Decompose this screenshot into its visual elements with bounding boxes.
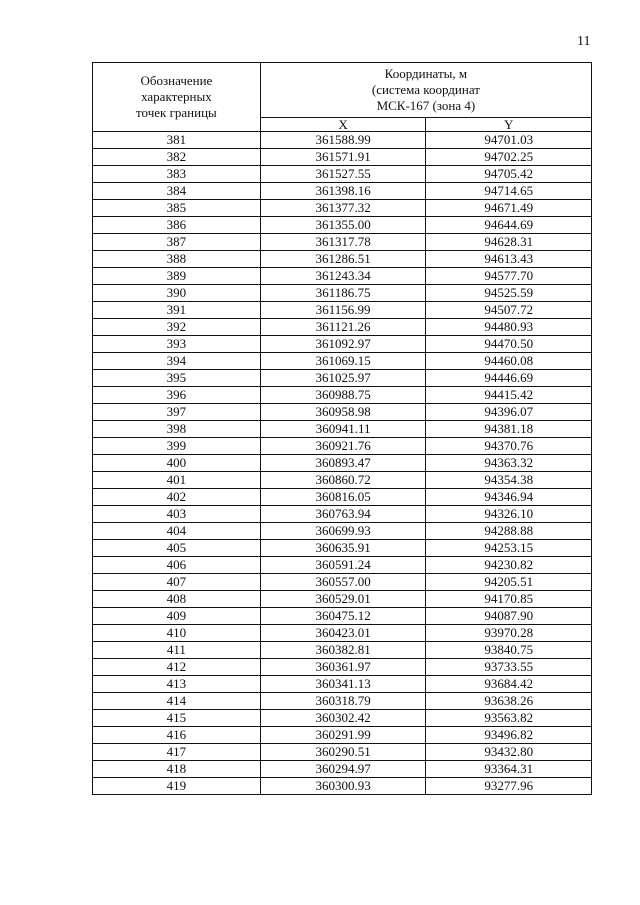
- x-cell: 360816.05: [260, 489, 426, 506]
- x-cell: 360763.94: [260, 506, 426, 523]
- table-row: [93, 659, 592, 676]
- header-x: X: [260, 118, 426, 132]
- table-row: [93, 642, 592, 659]
- y-cell: 94701.03: [426, 132, 592, 149]
- y-cell: 94415.42: [426, 387, 592, 404]
- point-cell: 396: [93, 387, 261, 404]
- point-cell: 414: [93, 693, 261, 710]
- point-cell: 383: [93, 166, 261, 183]
- y-cell: 94525.59: [426, 285, 592, 302]
- table-row: [93, 523, 592, 540]
- x-cell: 360557.00: [260, 574, 426, 591]
- y-cell: 94396.07: [426, 404, 592, 421]
- y-cell: 94381.18: [426, 421, 592, 438]
- y-cell: 94702.25: [426, 149, 592, 166]
- x-cell: 360988.75: [260, 387, 426, 404]
- point-cell: 401: [93, 472, 261, 489]
- y-cell: 94460.08: [426, 353, 592, 370]
- table-row: [93, 217, 592, 234]
- point-cell: 405: [93, 540, 261, 557]
- point-cell: 388: [93, 251, 261, 268]
- table-row: [93, 540, 592, 557]
- table-row: [93, 625, 592, 642]
- x-cell: 361156.99: [260, 302, 426, 319]
- table-header: [93, 63, 592, 132]
- point-cell: 387: [93, 234, 261, 251]
- x-cell: 361243.34: [260, 268, 426, 285]
- table-row: [93, 421, 592, 438]
- y-cell: 94205.51: [426, 574, 592, 591]
- point-cell: 397: [93, 404, 261, 421]
- x-cell: 361527.55: [260, 166, 426, 183]
- y-cell: 93840.75: [426, 642, 592, 659]
- coordinates-table: [92, 62, 592, 795]
- x-cell: 361355.00: [260, 217, 426, 234]
- table-row: [93, 285, 592, 302]
- point-cell: 407: [93, 574, 261, 591]
- point-cell: 402: [93, 489, 261, 506]
- table-row: [93, 710, 592, 727]
- y-cell: 94480.93: [426, 319, 592, 336]
- point-cell: 410: [93, 625, 261, 642]
- y-cell: 94644.69: [426, 217, 592, 234]
- table-row: [93, 234, 592, 251]
- x-cell: 360921.76: [260, 438, 426, 455]
- point-cell: 413: [93, 676, 261, 693]
- y-cell: 94170.85: [426, 591, 592, 608]
- x-cell: 361377.32: [260, 200, 426, 217]
- y-cell: 93364.31: [426, 761, 592, 778]
- table-row: [93, 387, 592, 404]
- table-row: [93, 302, 592, 319]
- point-cell: 403: [93, 506, 261, 523]
- table-row: [93, 183, 592, 200]
- point-cell: 386: [93, 217, 261, 234]
- table-row: [93, 200, 592, 217]
- table-row: [93, 149, 592, 166]
- y-cell: 94577.70: [426, 268, 592, 285]
- point-cell: 399: [93, 438, 261, 455]
- header-point-label-line: характерных: [141, 89, 212, 104]
- header-coordinates-line: (система координат: [371, 82, 480, 97]
- x-cell: 360290.51: [260, 744, 426, 761]
- table-row: [93, 489, 592, 506]
- table-row: [93, 472, 592, 489]
- table-row: [93, 438, 592, 455]
- page-number: 11: [577, 34, 591, 49]
- point-cell: 408: [93, 591, 261, 608]
- point-cell: 417: [93, 744, 261, 761]
- y-cell: 94230.82: [426, 557, 592, 574]
- table-row: [93, 336, 592, 353]
- x-cell: 361571.91: [260, 149, 426, 166]
- y-cell: 93432.80: [426, 744, 592, 761]
- x-cell: 360294.97: [260, 761, 426, 778]
- y-cell: 94628.31: [426, 234, 592, 251]
- header-coordinates-line: Координаты, м: [384, 66, 468, 81]
- table-row: [93, 455, 592, 472]
- point-cell: 400: [93, 455, 261, 472]
- point-cell: 419: [93, 778, 261, 795]
- table-row: [93, 574, 592, 591]
- y-cell: 94446.69: [426, 370, 592, 387]
- x-cell: 360699.93: [260, 523, 426, 540]
- y-cell: 94470.50: [426, 336, 592, 353]
- x-cell: 361186.75: [260, 285, 426, 302]
- y-cell: 93496.82: [426, 727, 592, 744]
- x-cell: 360341.13: [260, 676, 426, 693]
- table-row: [93, 693, 592, 710]
- x-cell: 360300.93: [260, 778, 426, 795]
- y-cell: 94326.10: [426, 506, 592, 523]
- x-cell: 361286.51: [260, 251, 426, 268]
- header-point-label-line: точек границы: [136, 105, 217, 120]
- x-cell: 360423.01: [260, 625, 426, 642]
- table-row: [93, 506, 592, 523]
- point-cell: 382: [93, 149, 261, 166]
- x-cell: 361121.26: [260, 319, 426, 336]
- table-row: [93, 404, 592, 421]
- y-cell: 93277.96: [426, 778, 592, 795]
- point-cell: 385: [93, 200, 261, 217]
- header-y: Y: [426, 118, 592, 132]
- y-cell: 93638.26: [426, 693, 592, 710]
- point-cell: 384: [93, 183, 261, 200]
- table-row: [93, 251, 592, 268]
- table-row: [93, 591, 592, 608]
- y-cell: 94370.76: [426, 438, 592, 455]
- point-cell: 415: [93, 710, 261, 727]
- header-point-label: [93, 63, 261, 132]
- y-cell: 94613.43: [426, 251, 592, 268]
- point-cell: 398: [93, 421, 261, 438]
- point-cell: 416: [93, 727, 261, 744]
- y-cell: 94354.38: [426, 472, 592, 489]
- x-cell: 361025.97: [260, 370, 426, 387]
- table-row: [93, 761, 592, 778]
- table-row: [93, 132, 592, 149]
- point-cell: 412: [93, 659, 261, 676]
- point-cell: 404: [93, 523, 261, 540]
- table-row: [93, 370, 592, 387]
- point-cell: 390: [93, 285, 261, 302]
- y-cell: 94714.65: [426, 183, 592, 200]
- y-cell: 94507.72: [426, 302, 592, 319]
- x-cell: 361317.78: [260, 234, 426, 251]
- y-cell: 93684.42: [426, 676, 592, 693]
- table-row: [93, 166, 592, 183]
- y-cell: 93733.55: [426, 659, 592, 676]
- header-coordinates-line: МСК-167 (зона 4): [376, 98, 476, 113]
- x-cell: 360941.11: [260, 421, 426, 438]
- point-cell: 394: [93, 353, 261, 370]
- point-cell: 411: [93, 642, 261, 659]
- point-cell: 393: [93, 336, 261, 353]
- x-cell: 361398.16: [260, 183, 426, 200]
- point-cell: 418: [93, 761, 261, 778]
- y-cell: 94346.94: [426, 489, 592, 506]
- y-cell: 94288.88: [426, 523, 592, 540]
- y-cell: 94705.42: [426, 166, 592, 183]
- table-row: [93, 353, 592, 370]
- y-cell: 93563.82: [426, 710, 592, 727]
- x-cell: 360591.24: [260, 557, 426, 574]
- table-row: [93, 557, 592, 574]
- x-cell: 361069.15: [260, 353, 426, 370]
- point-cell: 395: [93, 370, 261, 387]
- x-cell: 360860.72: [260, 472, 426, 489]
- x-cell: 360893.47: [260, 455, 426, 472]
- table-row: [93, 319, 592, 336]
- point-cell: 389: [93, 268, 261, 285]
- x-cell: 360958.98: [260, 404, 426, 421]
- table-row: [93, 727, 592, 744]
- table-row: [93, 744, 592, 761]
- x-cell: 360382.81: [260, 642, 426, 659]
- y-cell: 94253.15: [426, 540, 592, 557]
- header-coordinates: [260, 63, 591, 118]
- point-cell: 391: [93, 302, 261, 319]
- table-row: [93, 268, 592, 285]
- x-cell: 360291.99: [260, 727, 426, 744]
- point-cell: 392: [93, 319, 261, 336]
- x-cell: 360475.12: [260, 608, 426, 625]
- x-cell: 361588.99: [260, 132, 426, 149]
- y-cell: 93970.28: [426, 625, 592, 642]
- point-cell: 406: [93, 557, 261, 574]
- point-cell: 381: [93, 132, 261, 149]
- y-cell: 94087.90: [426, 608, 592, 625]
- table-row: [93, 608, 592, 625]
- table-row: [93, 676, 592, 693]
- y-cell: 94363.32: [426, 455, 592, 472]
- x-cell: 360302.42: [260, 710, 426, 727]
- header-point-label-line: Обозначение: [140, 73, 213, 88]
- y-cell: 94671.49: [426, 200, 592, 217]
- x-cell: 360635.91: [260, 540, 426, 557]
- x-cell: 360361.97: [260, 659, 426, 676]
- x-cell: 360318.79: [260, 693, 426, 710]
- x-cell: 361092.97: [260, 336, 426, 353]
- table-row: [93, 778, 592, 795]
- table-body: [93, 132, 592, 795]
- x-cell: 360529.01: [260, 591, 426, 608]
- point-cell: 409: [93, 608, 261, 625]
